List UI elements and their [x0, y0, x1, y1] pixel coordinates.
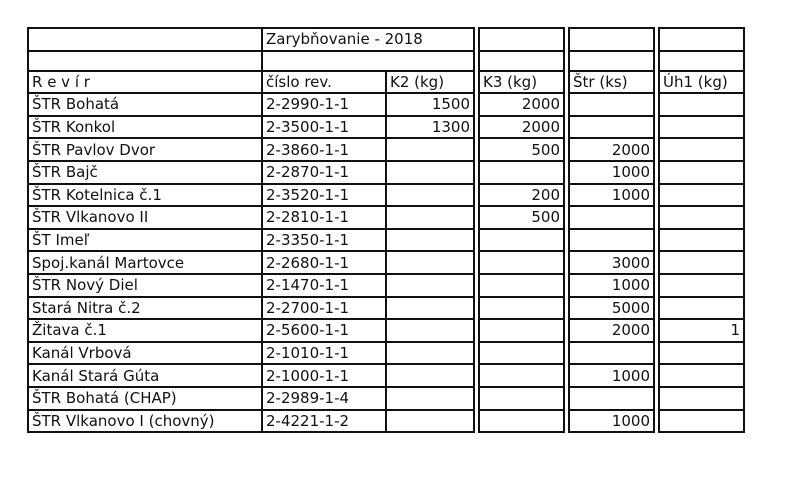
spacer-cell: [659, 51, 744, 71]
cell-k3: 200: [479, 184, 564, 207]
cell-uh1: [659, 297, 744, 320]
header-revir: R e v í r: [28, 71, 262, 94]
cell-revir: ŠTR Konkol: [28, 116, 262, 139]
cell-k2: [386, 251, 474, 274]
cell-k2: [386, 161, 474, 184]
cell-cislo: 2-2870-1-1: [262, 161, 386, 184]
cell-uh1: [659, 364, 744, 387]
header-uh1: Úh1 (kg): [659, 71, 744, 94]
table-row: [28, 410, 744, 433]
table-title: Zarybňovanie - 2018: [262, 28, 474, 51]
cell-k2: [386, 342, 474, 365]
cell-uh1: [659, 184, 744, 207]
cell-revir: ŠTR Bajč: [28, 161, 262, 184]
table-row: [28, 93, 744, 116]
cell-str: 3000: [569, 251, 654, 274]
cell-cislo: 2-2989-1-4: [262, 387, 386, 410]
cell-str: [569, 229, 654, 252]
cell-cislo: 2-2990-1-1: [262, 93, 386, 116]
cell-k3: [479, 342, 564, 365]
cell-revir: Žitava č.1: [28, 319, 262, 342]
cell-uh1: [659, 138, 744, 161]
cell-k3: [479, 387, 564, 410]
cell-k3: [479, 364, 564, 387]
cell-str: 1000: [569, 184, 654, 207]
cell-cislo: 2-2700-1-1: [262, 297, 386, 320]
cell-k3: 500: [479, 206, 564, 229]
cell-str: 2000: [569, 319, 654, 342]
cell-str: [569, 206, 654, 229]
cell-revir: ŠTR Nový Diel: [28, 274, 262, 297]
cell-revir: ŠTR Vlkanovo II: [28, 206, 262, 229]
cell-revir: Kanál Vrbová: [28, 342, 262, 365]
cell-cislo: 2-3520-1-1: [262, 184, 386, 207]
table-row: [28, 251, 744, 274]
table-row: [28, 138, 744, 161]
cell-str: [569, 93, 654, 116]
title-str-cell: [569, 28, 654, 51]
table-row: [28, 274, 744, 297]
cell-k3: [479, 274, 564, 297]
cell-str: 1000: [569, 274, 654, 297]
cell-cislo: 2-3500-1-1: [262, 116, 386, 139]
cell-revir: ŠT Imeľ: [28, 229, 262, 252]
cell-uh1: [659, 342, 744, 365]
table-row: [28, 229, 744, 252]
cell-k3: 2000: [479, 116, 564, 139]
cell-k3: [479, 229, 564, 252]
cell-cislo: 2-1000-1-1: [262, 364, 386, 387]
cell-uh1: [659, 206, 744, 229]
cell-cislo: 2-5600-1-1: [262, 319, 386, 342]
cell-cislo: 2-4221-1-2: [262, 410, 386, 433]
table-row: [28, 161, 744, 184]
table-row: [28, 342, 744, 365]
table-row: [28, 116, 744, 139]
cell-cislo: 2-3860-1-1: [262, 138, 386, 161]
cell-str: 1000: [569, 161, 654, 184]
cell-cislo: 2-1010-1-1: [262, 342, 386, 365]
table-row: [28, 206, 744, 229]
cell-uh1: [659, 229, 744, 252]
title-left-cell: [28, 28, 262, 51]
cell-cislo: 2-2680-1-1: [262, 251, 386, 274]
cell-str: [569, 342, 654, 365]
cell-str: 1000: [569, 410, 654, 433]
cell-uh1: [659, 251, 744, 274]
cell-k2: [386, 364, 474, 387]
title-k3-cell: [479, 28, 564, 51]
cell-cislo: 2-1470-1-1: [262, 274, 386, 297]
cell-k2: [386, 319, 474, 342]
cell-str: [569, 116, 654, 139]
table-row: [28, 364, 744, 387]
cell-cislo: 2-2810-1-1: [262, 206, 386, 229]
header-str: Štr (ks): [569, 71, 654, 94]
cell-uh1: [659, 161, 744, 184]
cell-str: 5000: [569, 297, 654, 320]
cell-cislo: 2-3350-1-1: [262, 229, 386, 252]
title-row: [28, 28, 744, 51]
table-row: [28, 297, 744, 320]
cell-revir: ŠTR Vlkanovo I (chovný): [28, 410, 262, 433]
spacer-cell: [479, 51, 564, 71]
cell-k2: [386, 274, 474, 297]
cell-k3: [479, 251, 564, 274]
stocking-table: [27, 27, 745, 433]
table-row: [28, 387, 744, 410]
cell-revir: ŠTR Bohatá (CHAP): [28, 387, 262, 410]
cell-k2: [386, 229, 474, 252]
cell-uh1: [659, 116, 744, 139]
cell-k3: [479, 297, 564, 320]
cell-k3: 500: [479, 138, 564, 161]
header-k3: K3 (kg): [479, 71, 564, 94]
header-k2: K2 (kg): [386, 71, 474, 94]
title-uh1-cell: [659, 28, 744, 51]
cell-k2: [386, 184, 474, 207]
cell-k2: [386, 297, 474, 320]
spacer-cell: [262, 51, 474, 71]
table-row: [28, 184, 744, 207]
cell-k2: [386, 206, 474, 229]
cell-k2: [386, 387, 474, 410]
cell-k3: 2000: [479, 93, 564, 116]
cell-revir: Spoj.kanál Martovce: [28, 251, 262, 274]
cell-k3: [479, 319, 564, 342]
spacer-cell: [28, 51, 262, 71]
cell-k2: 1300: [386, 116, 474, 139]
cell-uh1: [659, 93, 744, 116]
cell-k2: [386, 138, 474, 161]
cell-uh1: [659, 410, 744, 433]
cell-revir: Kanál Stará Gúta: [28, 364, 262, 387]
cell-str: 2000: [569, 138, 654, 161]
cell-uh1: [659, 274, 744, 297]
header-cislo: číslo rev.: [262, 71, 386, 94]
cell-uh1: 1: [659, 319, 744, 342]
cell-str: 1000: [569, 364, 654, 387]
cell-uh1: [659, 387, 744, 410]
spacer-cell: [569, 51, 654, 71]
table-row: [28, 319, 744, 342]
cell-k2: 1500: [386, 93, 474, 116]
cell-k3: [479, 161, 564, 184]
cell-k2: [386, 410, 474, 433]
cell-revir: Stará Nitra č.2: [28, 297, 262, 320]
cell-revir: ŠTR Kotelnica č.1: [28, 184, 262, 207]
cell-str: [569, 387, 654, 410]
spacer-row: [28, 51, 744, 71]
cell-revir: ŠTR Pavlov Dvor: [28, 138, 262, 161]
header-row: [28, 71, 744, 94]
cell-k3: [479, 410, 564, 433]
cell-revir: ŠTR Bohatá: [28, 93, 262, 116]
